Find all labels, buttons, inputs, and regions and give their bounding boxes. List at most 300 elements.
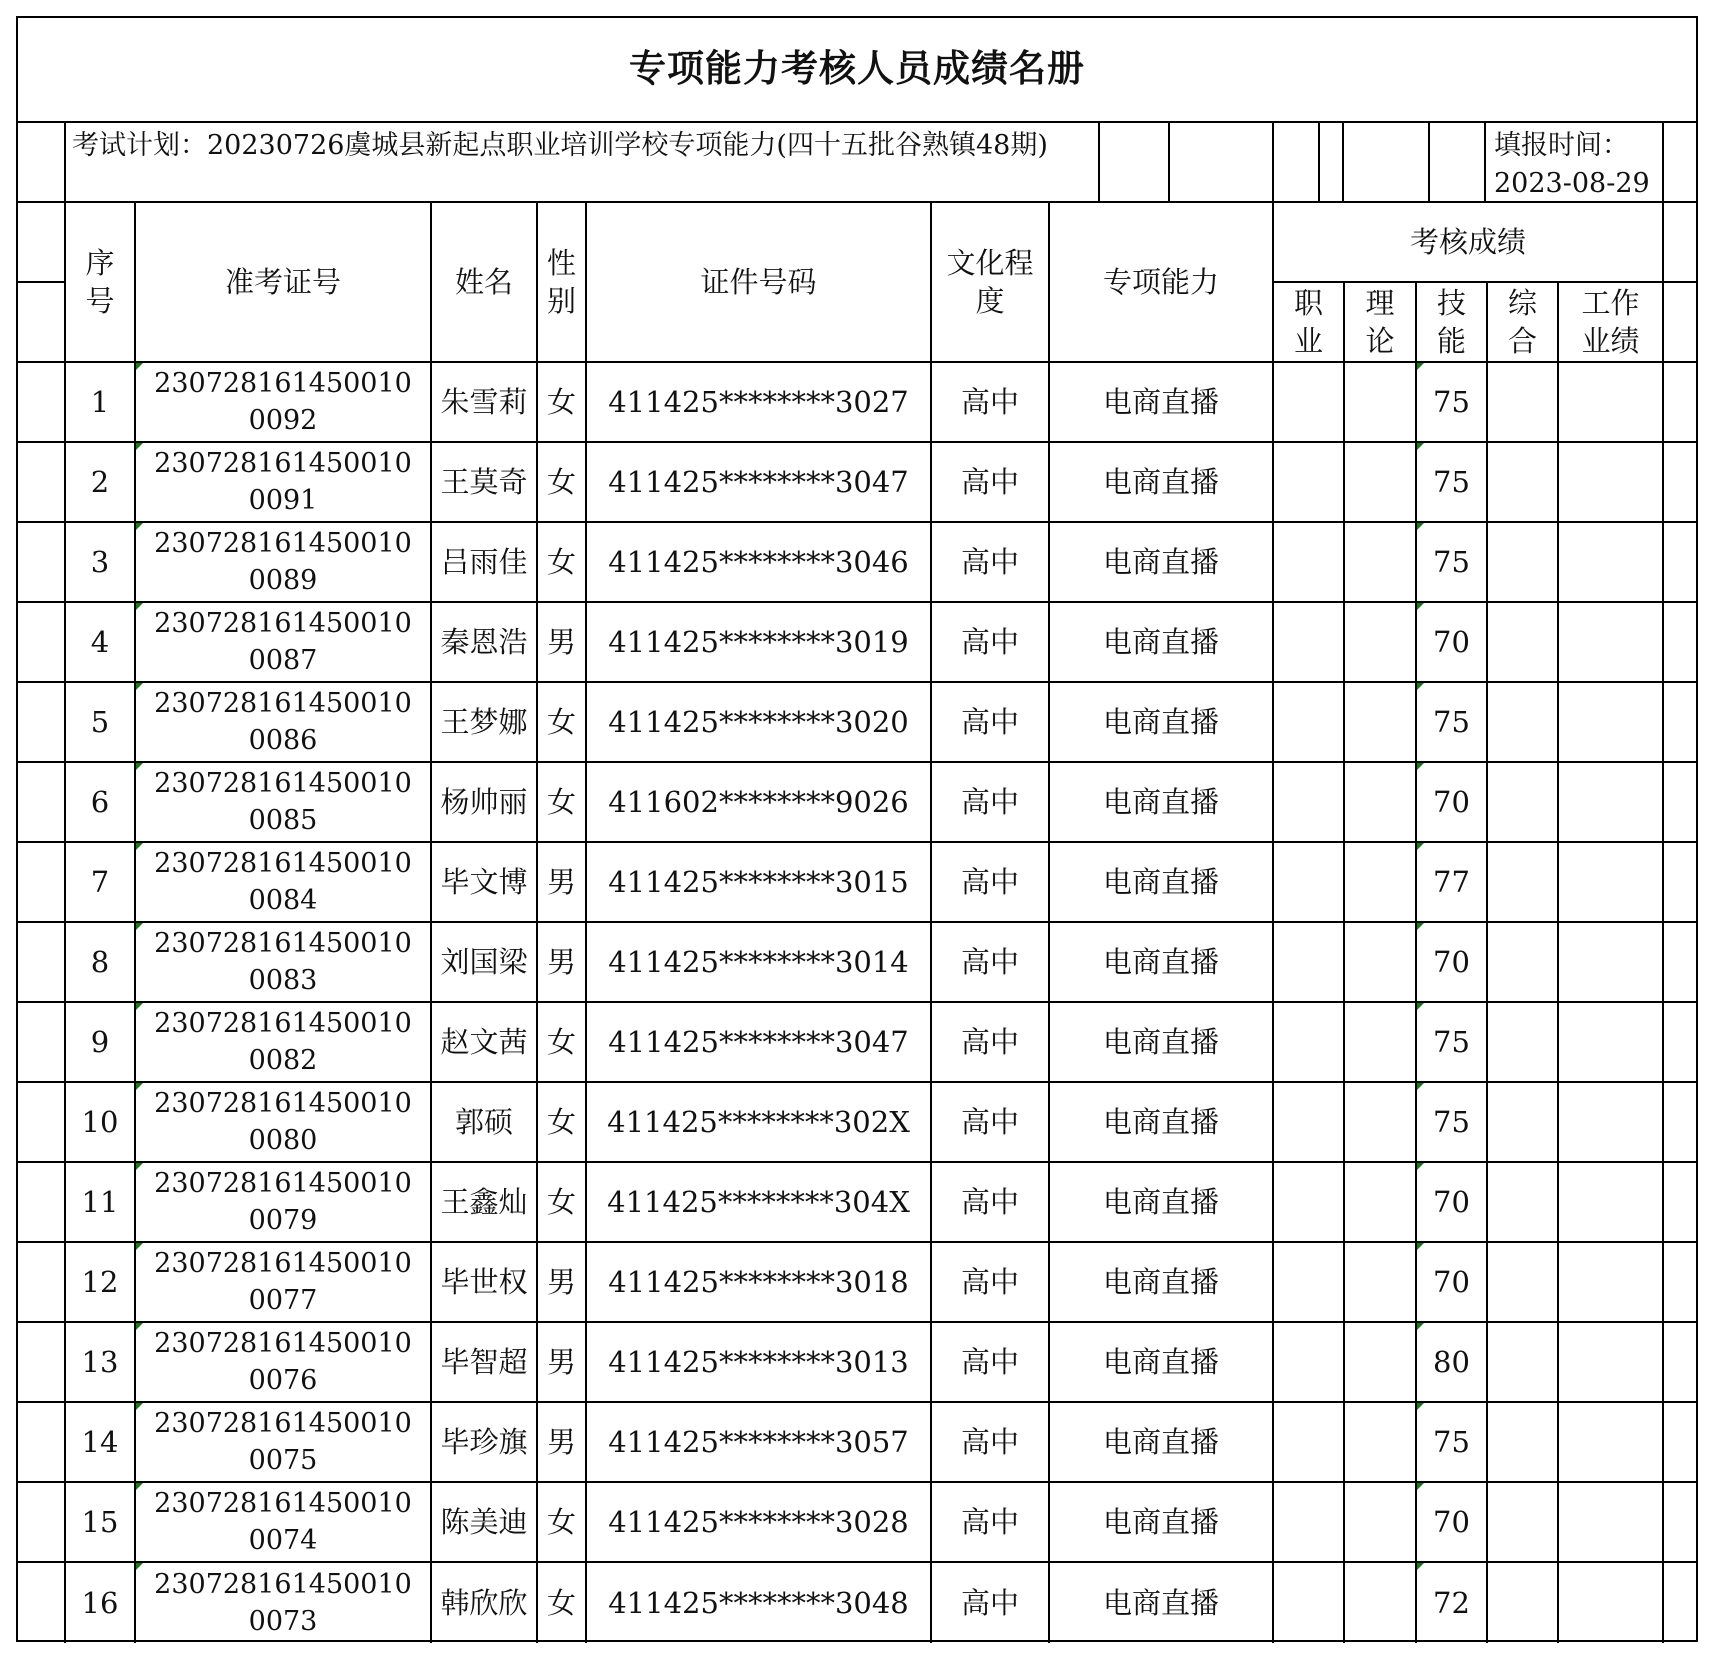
score-cell-comprehensive[interactable] (1488, 683, 1559, 763)
ticket-number-text: 2307281614500100086 (154, 688, 412, 756)
row-label-blank (18, 1163, 66, 1243)
score-cell-skill[interactable]: 70 (1417, 1163, 1488, 1243)
text-format-indicator-icon (136, 1323, 143, 1330)
seq-cell[interactable]: 10 (66, 1083, 136, 1163)
row-label-blank (18, 123, 66, 203)
text-format-indicator-icon (136, 603, 143, 610)
sex-cell[interactable]: 男 (538, 1323, 587, 1403)
id-number-cell[interactable]: 411602********9026 (587, 763, 932, 843)
score-cell-comprehensive[interactable] (1488, 763, 1559, 843)
row-label-blank (18, 683, 66, 763)
sex-cell[interactable]: 女 (538, 1483, 587, 1563)
row-label-blank (18, 1563, 66, 1643)
seq-cell[interactable]: 8 (66, 923, 136, 1003)
text-format-indicator-icon (1417, 1563, 1424, 1570)
education-cell[interactable]: 高中 (932, 603, 1050, 683)
score-cell-theory[interactable] (1345, 523, 1417, 603)
skill-cell[interactable]: 电商直播 (1050, 1323, 1274, 1403)
sex-cell[interactable]: 女 (538, 1003, 587, 1083)
row-label-blank (18, 203, 66, 283)
blank-cell (1664, 1483, 1696, 1563)
ticket-number-text: 2307281614500100085 (154, 768, 412, 836)
score-cell-skill[interactable]: 75 (1417, 523, 1488, 603)
sex-cell[interactable]: 男 (538, 603, 587, 683)
text-format-indicator-icon (1417, 1483, 1424, 1490)
row-label-blank (18, 443, 66, 523)
id-number-cell[interactable]: 411425********3047 (587, 1003, 932, 1083)
blank-cell (1664, 843, 1696, 923)
ticket-number-cell[interactable] (136, 1243, 432, 1323)
id-number-cell[interactable]: 411425********3057 (587, 1403, 932, 1483)
seq-cell[interactable]: 16 (66, 1563, 136, 1643)
score-cell-theory[interactable] (1345, 1003, 1417, 1083)
skill-cell[interactable]: 电商直播 (1050, 603, 1274, 683)
score-cell-theory[interactable] (1345, 443, 1417, 523)
ticket-number-cell[interactable] (136, 683, 432, 763)
blank-cell (1320, 123, 1344, 203)
ticket-number-cell[interactable] (136, 1163, 432, 1243)
id-number-cell[interactable]: 411425********3048 (587, 1563, 932, 1643)
score-cell-work-performance[interactable] (1559, 763, 1664, 843)
text-format-indicator-icon (136, 1563, 143, 1570)
ticket-number-text: 2307281614500100074 (154, 1488, 412, 1556)
ticket-number-cell[interactable] (136, 603, 432, 683)
education-cell[interactable]: 高中 (932, 1163, 1050, 1243)
ticket-number-cell[interactable] (136, 523, 432, 603)
text-format-indicator-icon (136, 1243, 143, 1250)
score-cell-skill[interactable]: 70 (1417, 1243, 1488, 1323)
score-cell-work-performance[interactable] (1559, 1323, 1664, 1403)
education-cell[interactable]: 高中 (932, 443, 1050, 523)
score-cell-work-performance[interactable] (1559, 443, 1664, 523)
score-cell-comprehensive[interactable] (1488, 1563, 1559, 1643)
score-cell-work-performance[interactable] (1559, 1003, 1664, 1083)
row-label-blank (18, 923, 66, 1003)
name-cell[interactable]: 秦恩浩 (432, 603, 538, 683)
header-education: 文化程度 (932, 203, 1050, 363)
text-format-indicator-icon (136, 523, 143, 530)
seq-cell[interactable]: 12 (66, 1243, 136, 1323)
blank-cell (1664, 763, 1696, 843)
ticket-number-cell[interactable] (136, 843, 432, 923)
id-number-cell[interactable]: 411425********3014 (587, 923, 932, 1003)
text-format-indicator-icon (1417, 523, 1424, 530)
score-cell-theory[interactable] (1345, 1403, 1417, 1483)
name-cell[interactable]: 王鑫灿 (432, 1163, 538, 1243)
text-format-indicator-icon (1417, 363, 1424, 370)
ticket-number-cell[interactable] (136, 763, 432, 843)
score-cell-vocational[interactable] (1274, 1163, 1345, 1243)
blank-cell (1664, 923, 1696, 1003)
ticket-number-text: 2307281614500100091 (154, 448, 412, 516)
score-cell-comprehensive[interactable] (1488, 1243, 1559, 1323)
ticket-number-cell[interactable] (136, 1563, 432, 1643)
seq-cell[interactable]: 13 (66, 1323, 136, 1403)
skill-cell[interactable]: 电商直播 (1050, 1403, 1274, 1483)
sex-cell[interactable]: 女 (538, 443, 587, 523)
text-format-indicator-icon (1417, 1403, 1424, 1410)
ticket-number-cell[interactable] (136, 1483, 432, 1563)
score-cell-work-performance[interactable] (1559, 1403, 1664, 1483)
ticket-number-cell[interactable] (136, 443, 432, 523)
score-cell-skill[interactable]: 75 (1417, 1403, 1488, 1483)
seq-cell[interactable]: 4 (66, 603, 136, 683)
education-cell[interactable]: 高中 (932, 1323, 1050, 1403)
blank-cell (1170, 123, 1274, 203)
name-cell[interactable]: 杨帅丽 (432, 763, 538, 843)
name-cell[interactable]: 王梦娜 (432, 683, 538, 763)
score-cell-theory[interactable] (1345, 1483, 1417, 1563)
score-cell-vocational[interactable] (1274, 1243, 1345, 1323)
score-cell-theory[interactable] (1345, 763, 1417, 843)
blank-cell (1664, 603, 1696, 683)
score-cell-work-performance[interactable] (1559, 523, 1664, 603)
score-cell-skill[interactable]: 70 (1417, 1483, 1488, 1563)
education-cell[interactable]: 高中 (932, 1563, 1050, 1643)
blank-cell (1664, 203, 1696, 283)
skill-cell[interactable]: 电商直播 (1050, 363, 1274, 443)
sex-cell[interactable]: 男 (538, 923, 587, 1003)
score-cell-comprehensive[interactable] (1488, 523, 1559, 603)
score-cell-theory[interactable] (1345, 683, 1417, 763)
score-cell-comprehensive[interactable] (1488, 363, 1559, 443)
score-cell-skill[interactable]: 70 (1417, 603, 1488, 683)
row-label-blank (18, 1243, 66, 1323)
exam-plan-label: 考试计划： (72, 130, 207, 161)
name-cell[interactable]: 王莫奇 (432, 443, 538, 523)
score-cell-skill[interactable]: 70 (1417, 923, 1488, 1003)
score-cell-vocational[interactable] (1274, 1083, 1345, 1163)
sex-cell[interactable]: 男 (538, 1243, 587, 1323)
score-cell-theory[interactable] (1345, 1243, 1417, 1323)
blank-cell (1664, 123, 1696, 203)
seq-cell[interactable]: 3 (66, 523, 136, 603)
ticket-number-text: 2307281614500100082 (154, 1008, 412, 1076)
education-cell[interactable]: 高中 (932, 1083, 1050, 1163)
score-cell-vocational[interactable] (1274, 843, 1345, 923)
score-cell-skill[interactable]: 75 (1417, 1003, 1488, 1083)
row-label-blank (18, 843, 66, 923)
score-cell-vocational[interactable] (1274, 363, 1345, 443)
ticket-number-text: 2307281614500100084 (154, 848, 412, 916)
blank-cell (1664, 1243, 1696, 1323)
blank-cell (1664, 683, 1696, 763)
sex-cell[interactable]: 女 (538, 1083, 587, 1163)
seq-cell[interactable]: 6 (66, 763, 136, 843)
text-format-indicator-icon (1417, 763, 1424, 770)
score-cell-work-performance[interactable] (1559, 603, 1664, 683)
id-number-cell[interactable]: 411425********3015 (587, 843, 932, 923)
ticket-number-text: 2307281614500100089 (154, 528, 412, 596)
skill-cell[interactable]: 电商直播 (1050, 923, 1274, 1003)
skill-cell[interactable]: 电商直播 (1050, 843, 1274, 923)
score-cell-vocational[interactable] (1274, 1003, 1345, 1083)
text-format-indicator-icon (136, 683, 143, 690)
score-cell-work-performance[interactable] (1559, 1243, 1664, 1323)
skill-cell[interactable]: 电商直播 (1050, 1163, 1274, 1243)
text-format-indicator-icon (136, 1163, 143, 1170)
seq-cell[interactable]: 11 (66, 1163, 136, 1243)
id-number-cell[interactable]: 411425********3028 (587, 1483, 932, 1563)
page-title (18, 18, 1696, 123)
blank-cell (1664, 1003, 1696, 1083)
name-cell[interactable]: 毕珍旗 (432, 1403, 538, 1483)
header-sex: 性别 (538, 203, 587, 363)
name-cell[interactable]: 韩欣欣 (432, 1563, 538, 1643)
score-cell-theory[interactable] (1345, 923, 1417, 1003)
seq-cell[interactable]: 15 (66, 1483, 136, 1563)
blank-cell (1664, 523, 1696, 603)
text-format-indicator-icon (136, 843, 143, 850)
blank-cell (1430, 123, 1486, 203)
sex-cell[interactable]: 女 (538, 1563, 587, 1643)
blank-cell (1100, 123, 1170, 203)
ticket-number-text: 2307281614500100075 (154, 1408, 412, 1476)
sex-cell[interactable]: 女 (538, 363, 587, 443)
score-cell-skill[interactable]: 75 (1417, 443, 1488, 523)
score-cell-comprehensive[interactable] (1488, 1083, 1559, 1163)
text-format-indicator-icon (1417, 843, 1424, 850)
score-cell-vocational[interactable] (1274, 603, 1345, 683)
score-cell-comprehensive[interactable] (1488, 443, 1559, 523)
name-cell[interactable]: 毕世权 (432, 1243, 538, 1323)
row-label-blank (18, 1083, 66, 1163)
score-cell-theory[interactable] (1345, 843, 1417, 923)
row-label-blank (18, 603, 66, 683)
text-format-indicator-icon (1417, 1243, 1424, 1250)
name-cell[interactable]: 郭硕 (432, 1083, 538, 1163)
ticket-number-text: 2307281614500100087 (154, 608, 412, 676)
text-format-indicator-icon (136, 443, 143, 450)
header-name: 姓名 (432, 203, 538, 363)
score-cell-vocational[interactable] (1274, 443, 1345, 523)
blank-cell (1664, 283, 1696, 363)
score-cell-skill[interactable]: 77 (1417, 843, 1488, 923)
sex-cell[interactable]: 女 (538, 683, 587, 763)
ticket-number-cell[interactable] (136, 363, 432, 443)
score-cell-skill[interactable]: 75 (1417, 363, 1488, 443)
education-cell[interactable]: 高中 (932, 923, 1050, 1003)
score-cell-work-performance[interactable] (1559, 1083, 1664, 1163)
score-cell-theory[interactable] (1345, 363, 1417, 443)
sex-cell[interactable]: 女 (538, 763, 587, 843)
skill-cell[interactable]: 电商直播 (1050, 1083, 1274, 1163)
score-cell-vocational[interactable] (1274, 683, 1345, 763)
text-format-indicator-icon (136, 1003, 143, 1010)
score-cell-theory[interactable] (1345, 1163, 1417, 1243)
sex-cell[interactable]: 男 (538, 843, 587, 923)
header-score-col: 综合 (1488, 283, 1559, 363)
fill-time-cell (1486, 123, 1664, 203)
text-format-indicator-icon (136, 363, 143, 370)
header-score-col: 工作业绩 (1559, 283, 1664, 363)
ticket-number-cell[interactable] (136, 1003, 432, 1083)
blank-cell (1664, 1323, 1696, 1403)
blank-cell (1344, 123, 1430, 203)
score-cell-skill[interactable]: 80 (1417, 1323, 1488, 1403)
row-label-blank (18, 523, 66, 603)
blank-cell (1664, 443, 1696, 523)
score-cell-comprehensive[interactable] (1488, 1403, 1559, 1483)
id-number-cell[interactable]: 411425********3020 (587, 683, 932, 763)
ticket-number-text: 2307281614500100080 (154, 1088, 412, 1156)
score-cell-skill[interactable]: 72 (1417, 1563, 1488, 1643)
row-label-blank (18, 1323, 66, 1403)
header-score-col: 理论 (1345, 283, 1417, 363)
id-number-cell[interactable]: 411425********3027 (587, 363, 932, 443)
education-cell[interactable]: 高中 (932, 523, 1050, 603)
blank-cell (1664, 363, 1696, 443)
score-cell-vocational[interactable] (1274, 523, 1345, 603)
header-scores-group: 考核成绩 (1274, 203, 1664, 283)
seq-cell[interactable]: 7 (66, 843, 136, 923)
ticket-number-cell[interactable] (136, 1403, 432, 1483)
exam-plan-cell (66, 123, 1100, 203)
skill-cell[interactable]: 电商直播 (1050, 1243, 1274, 1323)
score-cell-vocational[interactable] (1274, 1323, 1345, 1403)
score-cell-theory[interactable] (1345, 1083, 1417, 1163)
score-roster-sheet (16, 16, 1698, 1642)
blank-cell (1664, 1163, 1696, 1243)
skill-cell[interactable]: 电商直播 (1050, 523, 1274, 603)
score-cell-skill[interactable]: 75 (1417, 1083, 1488, 1163)
text-format-indicator-icon (1417, 1323, 1424, 1330)
text-format-indicator-icon (1417, 1163, 1424, 1170)
sex-cell[interactable]: 女 (538, 523, 587, 603)
score-cell-comprehensive[interactable] (1488, 1483, 1559, 1563)
sex-cell[interactable]: 男 (538, 1403, 587, 1483)
header-ticket: 准考证号 (136, 203, 432, 363)
ticket-number-cell[interactable] (136, 1323, 432, 1403)
header-skill: 专项能力 (1050, 203, 1274, 363)
header-seq: 序号 (66, 203, 136, 363)
skill-cell[interactable]: 电商直播 (1050, 443, 1274, 523)
education-cell[interactable]: 高中 (932, 363, 1050, 443)
score-cell-vocational[interactable] (1274, 1483, 1345, 1563)
score-cell-theory[interactable] (1345, 1563, 1417, 1643)
score-cell-skill[interactable]: 75 (1417, 683, 1488, 763)
score-cell-work-performance[interactable] (1559, 1563, 1664, 1643)
score-cell-comprehensive[interactable] (1488, 923, 1559, 1003)
score-cell-work-performance[interactable] (1559, 1483, 1664, 1563)
id-number-cell[interactable]: 411425********3019 (587, 603, 932, 683)
text-format-indicator-icon (136, 923, 143, 930)
seq-cell[interactable]: 2 (66, 443, 136, 523)
score-cell-skill[interactable]: 70 (1417, 763, 1488, 843)
header-id-number: 证件号码 (587, 203, 932, 363)
education-cell[interactable]: 高中 (932, 843, 1050, 923)
blank-cell (1274, 123, 1320, 203)
blank-cell (1664, 1083, 1696, 1163)
ticket-number-text: 2307281614500100079 (154, 1168, 412, 1236)
text-format-indicator-icon (136, 763, 143, 770)
education-cell[interactable]: 高中 (932, 763, 1050, 843)
skill-cell[interactable]: 电商直播 (1050, 1563, 1274, 1643)
ticket-number-cell[interactable] (136, 1083, 432, 1163)
seq-cell[interactable]: 1 (66, 363, 136, 443)
score-cell-vocational[interactable] (1274, 923, 1345, 1003)
skill-cell[interactable]: 电商直播 (1050, 1483, 1274, 1563)
score-cell-theory[interactable] (1345, 603, 1417, 683)
ticket-number-text: 2307281614500100073 (154, 1569, 412, 1637)
text-format-indicator-icon (1417, 443, 1424, 450)
skill-cell[interactable]: 电商直播 (1050, 1003, 1274, 1083)
text-format-indicator-icon (136, 1403, 143, 1410)
score-cell-work-performance[interactable] (1559, 923, 1664, 1003)
name-cell[interactable]: 毕智超 (432, 1323, 538, 1403)
name-cell[interactable]: 毕文博 (432, 843, 538, 923)
ticket-number-text: 2307281614500100083 (154, 928, 412, 996)
name-cell[interactable]: 吕雨佳 (432, 523, 538, 603)
score-cell-comprehensive[interactable] (1488, 843, 1559, 923)
ticket-number-text: 2307281614500100077 (154, 1248, 412, 1316)
education-cell[interactable]: 高中 (932, 1403, 1050, 1483)
score-cell-vocational[interactable] (1274, 763, 1345, 843)
score-cell-comprehensive[interactable] (1488, 1003, 1559, 1083)
id-number-cell[interactable]: 411425********3047 (587, 443, 932, 523)
education-cell[interactable]: 高中 (932, 1243, 1050, 1323)
score-cell-comprehensive[interactable] (1488, 1323, 1559, 1403)
row-label-blank (18, 1403, 66, 1483)
row-label-blank (18, 763, 66, 843)
ticket-number-cell[interactable] (136, 923, 432, 1003)
row-label-blank (18, 1003, 66, 1083)
name-cell[interactable]: 陈美迪 (432, 1483, 538, 1563)
row-label-blank (18, 363, 66, 443)
score-cell-work-performance[interactable] (1559, 843, 1664, 923)
ticket-number-text: 2307281614500100092 (154, 368, 412, 436)
score-cell-comprehensive[interactable] (1488, 603, 1559, 683)
blank-cell (1664, 1563, 1696, 1643)
score-cell-theory[interactable] (1345, 1323, 1417, 1403)
exam-plan-value: 20230726虞城县新起点职业培训学校专项能力(四十五批谷熟镇48期) (207, 130, 1048, 161)
seq-cell[interactable]: 14 (66, 1403, 136, 1483)
score-cell-vocational[interactable] (1274, 1403, 1345, 1483)
seq-cell[interactable]: 9 (66, 1003, 136, 1083)
row-label-blank (18, 283, 66, 363)
score-cell-comprehensive[interactable] (1488, 1163, 1559, 1243)
score-cell-vocational[interactable] (1274, 1563, 1345, 1643)
row-label-blank (18, 1483, 66, 1563)
education-cell[interactable]: 高中 (932, 683, 1050, 763)
name-cell[interactable]: 赵文茜 (432, 1003, 538, 1083)
education-cell[interactable]: 高中 (932, 1003, 1050, 1083)
id-number-cell[interactable]: 411425********3013 (587, 1323, 932, 1403)
header-score-col: 技能 (1417, 283, 1488, 363)
skill-cell[interactable]: 电商直播 (1050, 683, 1274, 763)
name-cell[interactable]: 朱雪莉 (432, 363, 538, 443)
id-number-cell[interactable]: 411425********302X (587, 1083, 932, 1163)
name-cell[interactable]: 刘国梁 (432, 923, 538, 1003)
header-score-col: 职业 (1274, 283, 1345, 363)
ticket-number-text: 2307281614500100076 (154, 1328, 412, 1396)
title-text: 专项能力考核人员成绩名册 (629, 47, 1085, 91)
score-cell-work-performance[interactable] (1559, 683, 1664, 763)
skill-cell[interactable]: 电商直播 (1050, 763, 1274, 843)
seq-cell[interactable]: 5 (66, 683, 136, 763)
score-cell-work-performance[interactable] (1559, 1163, 1664, 1243)
text-format-indicator-icon (1417, 603, 1424, 610)
id-number-cell[interactable]: 411425********304X (587, 1163, 932, 1243)
id-number-cell[interactable]: 411425********3046 (587, 523, 932, 603)
education-cell[interactable]: 高中 (932, 1483, 1050, 1563)
text-format-indicator-icon (1417, 1003, 1424, 1010)
blank-cell (1664, 1403, 1696, 1483)
id-number-cell[interactable]: 411425********3018 (587, 1243, 932, 1323)
score-cell-work-performance[interactable] (1559, 363, 1664, 443)
fill-time-value: 2023-08-29 (1494, 168, 1650, 199)
sex-cell[interactable]: 女 (538, 1163, 587, 1243)
